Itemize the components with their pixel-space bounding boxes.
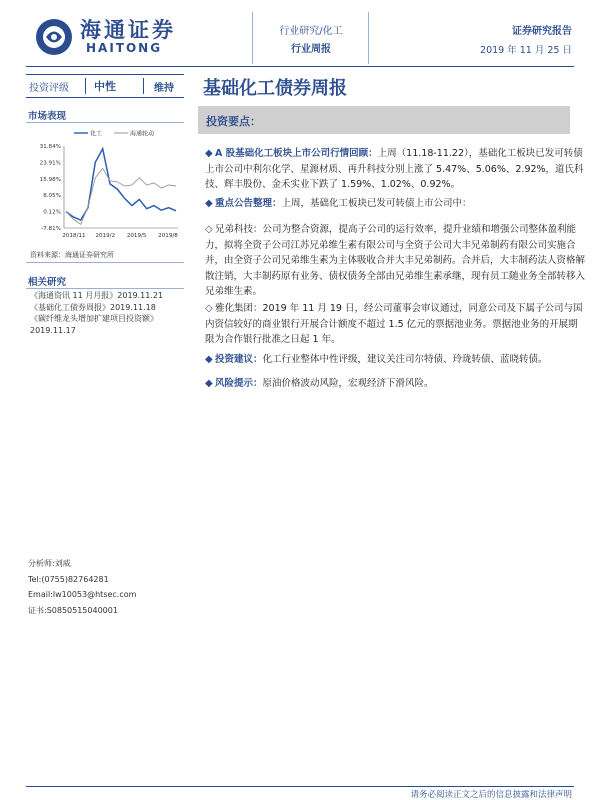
point-review: ◆ A 股基础化工板块上市公司行情回顾：上周（11.18-11.22），基础化工板块已发可转债上市公司中利尔化学、星源材质、再升科技分别上涨了 5.47%、5.06%、2.92%，道氏科技、辉丰股份、金禾实业下跌了 1.59%、1.02%、0.92%。	[205, 148, 584, 190]
header-divider-1	[252, 12, 253, 64]
rating-sep-2	[143, 78, 144, 94]
header-rule	[26, 66, 574, 67]
logo-en: HAITONG	[86, 41, 163, 55]
chart-axis	[64, 146, 178, 228]
analyst-cert: 证书:S0850515040001	[28, 605, 118, 615]
logo-cn: 海通证券	[80, 17, 176, 42]
legend-label-haitong: 海通轮动	[130, 130, 155, 138]
related-item[interactable]: 《碳纤维龙头增加扩建项目投资额》 2019.11.17	[30, 314, 158, 335]
point-brother-tech: ◇ 兄弟科技：公司为整合资源，提高子公司的运行效率，提升业绩和增强公司整体盈利能力，拟将全资子公司江苏兄弟维生素有限公司与全资子公司大丰兄弟制药有限公司实施合并，由全资子公司兄弟维生素为主体吸收合并大丰兄弟制药。合并后，大丰制药法人资格解散注销，大丰制药原有业务、债权债务全部由兄弟维生素承继，现有员工随业务全部转移入兄弟维生素。	[205, 224, 586, 297]
rating-label: 投资评级	[29, 83, 69, 94]
analyst-tel: Tel:(0755)82764281	[28, 574, 109, 584]
chart-source: 资料来源：海通证券研究所	[30, 251, 114, 259]
related-item[interactable]: 《基础化工债券周报》2019.11.18	[30, 302, 156, 312]
report-type: 行业周报	[291, 44, 331, 55]
points-heading: 投资要点：	[206, 115, 261, 128]
market-chart	[26, 126, 186, 244]
rating-sep-1	[85, 78, 86, 94]
rating-value: 中性	[94, 80, 116, 93]
x-tick-label: 2019/5	[126, 233, 147, 239]
y-tick-label: 31.84%	[39, 144, 61, 150]
bullet-hollow-icon: ◇	[205, 224, 213, 235]
point-yahua: ◇ 雅化集团：2019 年 11 月 19 日，经公司董事会审议通过，同意公司及下属子公司与国内资信较好的商业银行开展合计额度不超过 1.5 亿元的票据池业务。票据池业务的开展期限为合作银行批准之日起 1 年。	[205, 303, 583, 345]
bullet-icon: ◆	[205, 354, 213, 365]
logo-emblem-icon	[34, 17, 74, 57]
y-tick-label: -7.81%	[41, 226, 61, 232]
bullet-icon: ◆	[205, 198, 213, 209]
report-kind: 证券研究报告	[512, 26, 572, 37]
point-risk: ◆ 风险提示：原油价格波动风险，宏观经济下滑风险。	[205, 376, 585, 392]
legend-label-chemical: 化工	[90, 130, 103, 138]
report-date: 2019 年 11 月 25 日	[480, 45, 572, 56]
points-heading-bar	[198, 106, 570, 134]
y-tick-label: 0.12%	[43, 209, 61, 216]
related-heading: 相关研究	[28, 277, 67, 288]
y-tick-label: 8.05%	[43, 193, 61, 200]
analyst-email[interactable]: Email:lw10053@htsec.com	[28, 590, 137, 599]
analyst-name: 分析师:刘威	[28, 559, 71, 568]
y-tick-label: 23.91%	[39, 160, 61, 167]
x-tick-label: 2019/2	[95, 233, 116, 239]
footer-disclaimer: 请务必阅读正文之后的信息披露和法律声明	[410, 790, 572, 800]
analyst-info	[28, 556, 136, 618]
related-list	[30, 290, 190, 336]
market-heading-rule	[26, 122, 184, 123]
y-tick-label: 15.98%	[39, 176, 61, 183]
point-announcements: ◆ 重点公告整理：上周，基础化工板块已发可转债上市公司中：	[205, 196, 585, 212]
footer-rule	[26, 786, 574, 787]
bullet-icon: ◆	[205, 148, 213, 159]
header-divider-2	[368, 12, 369, 64]
x-tick-label: 2019/8	[158, 233, 178, 239]
related-item[interactable]: 《海通资讯 11 月月报》2019.11.21	[30, 291, 164, 300]
source-rule	[26, 262, 184, 263]
point-suggestion: ◆ 投资建议：化工行业整体中性评级，建议关注司尔特债、玲珑转债、蓝晓转债。	[205, 352, 585, 368]
report-category: 行业研究/化工	[279, 26, 343, 37]
page-title: 基础化工债券周报	[203, 78, 347, 99]
related-heading-rule	[26, 288, 184, 289]
rating-box	[26, 74, 184, 98]
rating-action: 维持	[154, 83, 174, 94]
haitong-logo	[34, 14, 204, 60]
market-heading: 市场表现	[28, 111, 67, 122]
bullet-hollow-icon: ◇	[205, 303, 213, 314]
bullet-icon: ◆	[205, 378, 213, 389]
x-tick-label: 2018/11	[62, 233, 86, 239]
